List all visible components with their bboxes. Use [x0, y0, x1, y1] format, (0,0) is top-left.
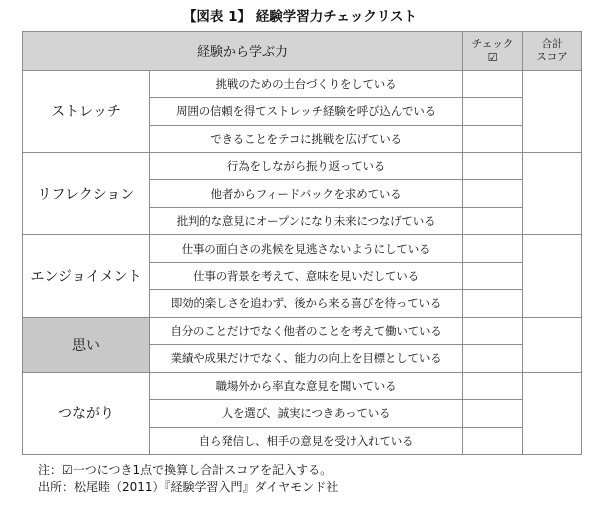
checklist-row — [23, 152, 582, 179]
item-text: 自ら発信し、相手の意見を受け入れている — [150, 427, 463, 454]
item-text: 他者からフィードバックを求めている — [150, 180, 463, 207]
check-box-cell[interactable] — [463, 235, 523, 262]
check-box-cell[interactable] — [463, 98, 523, 125]
category-cell: ストレッチ — [23, 70, 150, 152]
item-text: できることをテコに挑戦を広げている — [150, 125, 463, 152]
checklist-table — [22, 31, 582, 455]
category-cell: リフレクション — [23, 152, 150, 234]
header-score-cell — [523, 32, 582, 71]
check-box-cell[interactable] — [463, 317, 523, 344]
item-text: 挑戦のための土台づくりをしている — [150, 70, 463, 97]
checkbox-icon: ☑ — [487, 50, 498, 64]
check-box-cell[interactable] — [463, 427, 523, 454]
checklist-row — [23, 317, 582, 344]
category-cell: つながり — [23, 372, 150, 454]
header-score-label-2: スコア — [536, 50, 568, 63]
check-box-cell[interactable] — [463, 290, 523, 317]
header-skill-label: 経験から学ぶ力 — [23, 32, 463, 71]
check-box-cell[interactable] — [463, 125, 523, 152]
category-cell: 思い — [23, 317, 150, 372]
notes — [38, 462, 338, 495]
check-box-cell[interactable] — [463, 180, 523, 207]
header-score-label-1: 合計 — [541, 37, 563, 50]
source-text: 出所：松尾睦（2011）『経験学習入門』ダイヤモンド社 — [38, 479, 339, 494]
category-cell: エンジョイメント — [23, 235, 150, 317]
check-box-cell[interactable] — [463, 70, 523, 97]
check-box-cell[interactable] — [463, 152, 523, 179]
note-text: 注：☑一つにつき1点で換算し合計スコアを記入する。 — [38, 463, 333, 477]
header-check-cell — [463, 32, 523, 71]
score-cell[interactable] — [523, 317, 582, 372]
figure-title: 【図表 1】 経験学習力チェックリスト — [182, 9, 418, 25]
header-check-label: チェック — [471, 37, 514, 50]
check-box-cell[interactable] — [463, 207, 523, 234]
header-row — [23, 32, 582, 71]
item-text: 人を選び、誠実につきあっている — [150, 400, 463, 427]
item-text: 自分のことだけでなく他者のことを考えて働いている — [150, 317, 463, 344]
item-text: 職場外から率直な意見を聞いている — [150, 372, 463, 399]
checklist-row — [23, 372, 582, 399]
item-text: 批判的な意見にオープンになり未来につなげている — [150, 207, 463, 234]
item-text: 即効的楽しさを追わず、後から来る喜びを待っている — [150, 290, 463, 317]
score-cell[interactable] — [523, 235, 582, 317]
check-box-cell[interactable] — [463, 372, 523, 399]
check-box-cell[interactable] — [463, 262, 523, 289]
check-box-cell[interactable] — [463, 345, 523, 372]
checklist-row — [23, 70, 582, 97]
item-text: 行為をしながら振り返っている — [150, 152, 463, 179]
item-text: 業績や成果だけでなく、能力の向上を目標としている — [150, 345, 463, 372]
checklist-body — [23, 32, 582, 455]
item-text: 仕事の面白さの兆候を見逃さないようにしている — [150, 235, 463, 262]
item-text: 周囲の信頼を得てストレッチ経験を呼び込んでいる — [150, 98, 463, 125]
check-box-cell[interactable] — [463, 400, 523, 427]
score-cell[interactable] — [523, 372, 582, 454]
score-cell[interactable] — [523, 152, 582, 234]
score-cell[interactable] — [523, 70, 582, 152]
item-text: 仕事の背景を考えて、意味を見いだしている — [150, 262, 463, 289]
checklist-row — [23, 235, 582, 262]
